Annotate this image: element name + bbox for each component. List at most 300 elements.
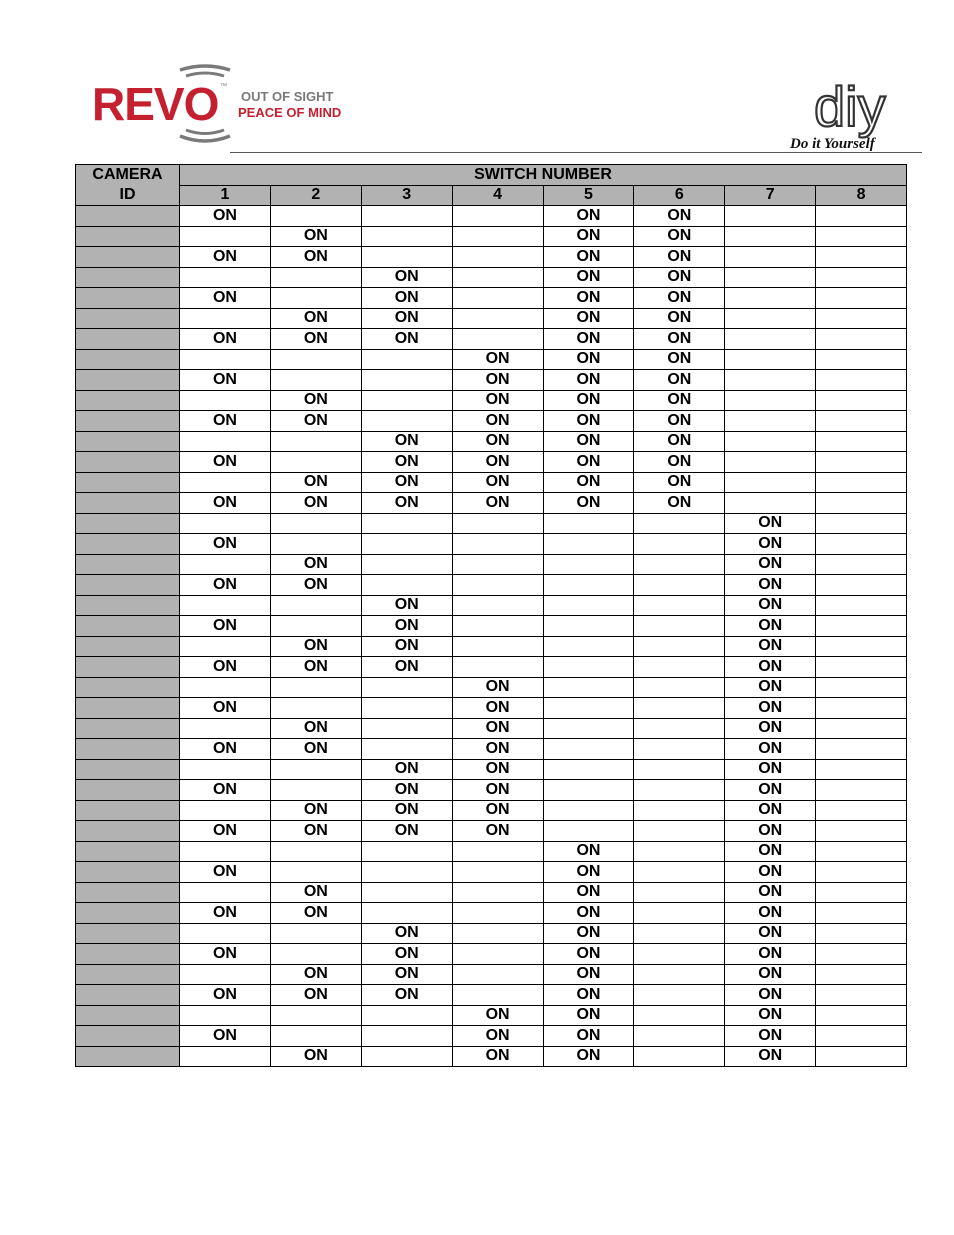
switch-cell: ON (543, 923, 634, 944)
switch-cell (816, 534, 907, 555)
table-row (76, 739, 907, 760)
switch-cell: ON (361, 964, 452, 985)
switch-cell (270, 923, 361, 944)
switch-cell: ON (634, 288, 725, 309)
table-row (76, 431, 907, 452)
camera-id-cell (76, 985, 180, 1006)
switch-cell: ON (634, 226, 725, 247)
camera-id-cell (76, 575, 180, 596)
switch-cell (816, 616, 907, 637)
switch-cell: ON (270, 739, 361, 760)
switch-cell (816, 329, 907, 350)
table-row (76, 472, 907, 493)
switch-cell: ON (452, 493, 543, 514)
switch-cell: ON (452, 349, 543, 370)
switch-cell (270, 780, 361, 801)
switch-cell (270, 288, 361, 309)
camera-id-cell (76, 841, 180, 862)
switch-cell (270, 513, 361, 534)
switch-cell: ON (361, 985, 452, 1006)
switch-cell: ON (180, 411, 271, 432)
camera-id-cell (76, 452, 180, 473)
switch-cell (270, 431, 361, 452)
switch-cell (452, 985, 543, 1006)
switch-cell: ON (270, 308, 361, 329)
switch-cell: ON (725, 903, 816, 924)
switch-cell: ON (634, 472, 725, 493)
table-row (76, 370, 907, 391)
switch-cell: ON (452, 1046, 543, 1067)
switch-cell: ON (725, 636, 816, 657)
switch-cell: ON (543, 329, 634, 350)
switch-cell (180, 390, 271, 411)
switch-cell (634, 595, 725, 616)
camera-id-cell (76, 821, 180, 842)
switch-cell (543, 575, 634, 596)
switch-cell (452, 862, 543, 883)
switch-cell: ON (180, 985, 271, 1006)
switch-cell (634, 657, 725, 678)
camera-id-cell (76, 206, 180, 227)
switch-cell (816, 862, 907, 883)
camera-id-cell (76, 739, 180, 760)
switch-cell (180, 1046, 271, 1067)
switch-cell: ON (180, 206, 271, 227)
switch-cell: ON (634, 329, 725, 350)
switch-cell (180, 800, 271, 821)
switch-cell (361, 677, 452, 698)
switch-cell: ON (634, 390, 725, 411)
camera-id-cell (76, 370, 180, 391)
camera-id-cell (76, 657, 180, 678)
switch-cell (452, 513, 543, 534)
switch-cell: ON (361, 923, 452, 944)
switch-number-3: 3 (361, 185, 452, 206)
switch-cell (816, 882, 907, 903)
switch-cell (270, 1026, 361, 1047)
switch-cell: ON (180, 288, 271, 309)
switch-cell (816, 206, 907, 227)
camera-id-cell (76, 780, 180, 801)
switch-cell: ON (725, 944, 816, 965)
switch-cell (361, 1026, 452, 1047)
swoosh-top-icon (180, 66, 230, 70)
switch-cell: ON (452, 739, 543, 760)
switch-cell: ON (361, 267, 452, 288)
camera-id-cell (76, 267, 180, 288)
camera-id-cell (76, 247, 180, 268)
switch-cell (543, 780, 634, 801)
table-row (76, 657, 907, 678)
switch-cell (634, 903, 725, 924)
switch-cell: ON (543, 841, 634, 862)
switch-cell (816, 493, 907, 514)
switch-cell: ON (634, 452, 725, 473)
switch-cell (270, 595, 361, 616)
switch-cell (361, 349, 452, 370)
switch-cell: ON (452, 472, 543, 493)
switch-cell (452, 657, 543, 678)
switch-cell: ON (725, 534, 816, 555)
switch-cell (452, 841, 543, 862)
camera-id-cell (76, 718, 180, 739)
switch-cell: ON (543, 206, 634, 227)
camera-id-cell (76, 493, 180, 514)
switch-cell: ON (543, 882, 634, 903)
switch-cell: ON (361, 759, 452, 780)
camera-id-cell (76, 513, 180, 534)
switch-cell (270, 698, 361, 719)
switch-cell: ON (543, 493, 634, 514)
table-row (76, 595, 907, 616)
table-row (76, 411, 907, 432)
switch-cell (634, 698, 725, 719)
switch-cell (452, 595, 543, 616)
camera-id-cell (76, 698, 180, 719)
switch-cell: ON (270, 390, 361, 411)
switch-cell: ON (361, 452, 452, 473)
switch-cell (634, 862, 725, 883)
switch-cell: ON (270, 411, 361, 432)
switch-cell (361, 554, 452, 575)
switch-cell (816, 698, 907, 719)
switch-cell (180, 431, 271, 452)
switch-number-5: 5 (543, 185, 634, 206)
switch-cell (634, 821, 725, 842)
switch-cell: ON (543, 985, 634, 1006)
switch-cell: ON (270, 493, 361, 514)
camera-id-cell (76, 472, 180, 493)
switch-cell (361, 370, 452, 391)
switch-cell: ON (270, 636, 361, 657)
switch-cell (725, 370, 816, 391)
table-row (76, 636, 907, 657)
switch-cell (725, 288, 816, 309)
switch-cell (634, 739, 725, 760)
switch-cell: ON (180, 862, 271, 883)
switch-cell: ON (361, 308, 452, 329)
table-row (76, 1005, 907, 1026)
table-row (76, 1046, 907, 1067)
switch-cell: ON (452, 1005, 543, 1026)
table-row (76, 964, 907, 985)
switch-cell: ON (543, 349, 634, 370)
switch-cell (361, 718, 452, 739)
switch-cell: ON (270, 800, 361, 821)
switch-cell: ON (543, 944, 634, 965)
switch-cell (180, 636, 271, 657)
switch-cell (180, 554, 271, 575)
switch-cell (452, 964, 543, 985)
switch-cell (361, 1046, 452, 1067)
switch-cell: ON (452, 677, 543, 698)
switch-cell: ON (361, 616, 452, 637)
table-row (76, 903, 907, 924)
switch-cell: ON (543, 452, 634, 473)
switch-cell: ON (270, 657, 361, 678)
camera-id-cell (76, 903, 180, 924)
table-row (76, 288, 907, 309)
switch-cell (270, 944, 361, 965)
switch-cell (270, 759, 361, 780)
switch-cell: ON (634, 247, 725, 268)
switch-cell (361, 513, 452, 534)
switch-cell: ON (725, 657, 816, 678)
switch-cell: ON (270, 554, 361, 575)
switch-cell (543, 718, 634, 739)
switch-cell: ON (634, 370, 725, 391)
switch-cell: ON (725, 985, 816, 1006)
camera-id-cell (76, 616, 180, 637)
switch-cell: ON (180, 821, 271, 842)
switch-cell: ON (725, 595, 816, 616)
switch-cell (816, 308, 907, 329)
switch-cell (816, 472, 907, 493)
switch-cell: ON (725, 616, 816, 637)
switch-cell (180, 1005, 271, 1026)
switch-cell: ON (361, 288, 452, 309)
camera-id-cell (76, 390, 180, 411)
switch-cell (270, 534, 361, 555)
switch-cell: ON (634, 493, 725, 514)
switch-cell: ON (725, 513, 816, 534)
switch-cell (180, 923, 271, 944)
switch-cell: ON (543, 862, 634, 883)
table-row (76, 226, 907, 247)
svg-text:™: ™ (220, 83, 227, 90)
camera-id-cell (76, 964, 180, 985)
switch-cell (816, 349, 907, 370)
switch-cell: ON (180, 657, 271, 678)
switch-number-1: 1 (180, 185, 271, 206)
switch-cell (816, 636, 907, 657)
switch-cell: ON (725, 780, 816, 801)
switch-cell (180, 308, 271, 329)
switch-cell (634, 534, 725, 555)
switch-cell: ON (452, 800, 543, 821)
switch-cell (361, 862, 452, 883)
switch-cell: ON (180, 616, 271, 637)
switch-cell (452, 226, 543, 247)
switch-cell (816, 452, 907, 473)
switch-cell (725, 431, 816, 452)
switch-cell (816, 554, 907, 575)
switch-cell: ON (452, 718, 543, 739)
camera-id-cell (76, 288, 180, 309)
switch-cell (634, 718, 725, 739)
switch-cell: ON (180, 493, 271, 514)
table-row (76, 349, 907, 370)
switch-cell (816, 247, 907, 268)
switch-cell (270, 677, 361, 698)
switch-cell (180, 595, 271, 616)
switch-cell: ON (270, 903, 361, 924)
switch-cell: ON (270, 329, 361, 350)
switch-cell (361, 575, 452, 596)
table-row (76, 1026, 907, 1047)
switch-cell: ON (270, 821, 361, 842)
switch-cell (816, 657, 907, 678)
switch-cell (634, 616, 725, 637)
switch-cell (634, 923, 725, 944)
switch-cell: ON (725, 1046, 816, 1067)
tagline-line1: OUT OF SIGHT (241, 89, 334, 104)
diy-wordmark: diy (814, 76, 886, 138)
switch-cell: ON (270, 882, 361, 903)
switch-cell (816, 718, 907, 739)
tagline-line2: PEACE OF MIND (238, 105, 342, 120)
switch-cell: ON (725, 862, 816, 883)
switch-cell (452, 636, 543, 657)
switch-cell (361, 247, 452, 268)
switch-cell: ON (270, 964, 361, 985)
switch-cell (634, 636, 725, 657)
switch-cell (452, 329, 543, 350)
camera-id-cell (76, 329, 180, 350)
switch-cell (270, 862, 361, 883)
switch-cell (361, 206, 452, 227)
switch-cell (816, 431, 907, 452)
table-row (76, 452, 907, 473)
switch-cell: ON (270, 1046, 361, 1067)
switch-cell: ON (725, 677, 816, 698)
switch-cell: ON (180, 329, 271, 350)
switch-cell: ON (725, 575, 816, 596)
swoosh-bottom-icon (180, 136, 230, 141)
switch-cell: ON (634, 431, 725, 452)
switch-cell: ON (634, 206, 725, 227)
switch-cell (725, 411, 816, 432)
camera-id-cell (76, 800, 180, 821)
switch-cell: ON (180, 1026, 271, 1047)
switch-cell: ON (452, 759, 543, 780)
table-row (76, 882, 907, 903)
switch-cell: ON (270, 985, 361, 1006)
camera-id-cell (76, 595, 180, 616)
switch-cell (634, 759, 725, 780)
switch-cell: ON (725, 821, 816, 842)
camera-id-cell (76, 534, 180, 555)
switch-cell (543, 595, 634, 616)
switch-cell: ON (725, 800, 816, 821)
switch-cell (816, 513, 907, 534)
switch-number-4: 4 (452, 185, 543, 206)
revo-logo (92, 62, 352, 148)
switch-cell (816, 1005, 907, 1026)
switch-cell: ON (452, 390, 543, 411)
switch-cell (816, 944, 907, 965)
camera-id-cell (76, 308, 180, 329)
switch-cell (634, 944, 725, 965)
table-row (76, 206, 907, 227)
switch-cell: ON (180, 698, 271, 719)
camera-id-header: CAMERA ID (76, 165, 180, 206)
switch-cell (816, 370, 907, 391)
switch-cell (816, 800, 907, 821)
switch-cell (452, 288, 543, 309)
switch-cell: ON (180, 452, 271, 473)
switch-cell (452, 944, 543, 965)
diy-tagline: Do it Yourself (790, 136, 875, 152)
switch-cell (725, 452, 816, 473)
switch-number-7: 7 (725, 185, 816, 206)
camera-id-cell (76, 636, 180, 657)
switch-cell (452, 882, 543, 903)
switch-cell: ON (543, 247, 634, 268)
switch-cell (543, 821, 634, 842)
switch-cell (270, 452, 361, 473)
switch-cell (452, 206, 543, 227)
switch-cell (816, 903, 907, 924)
switch-cell (543, 513, 634, 534)
switch-cell (634, 554, 725, 575)
switch-cell: ON (361, 636, 452, 657)
switch-cell: ON (180, 780, 271, 801)
table-row (76, 985, 907, 1006)
switch-cell (543, 800, 634, 821)
switch-number-8: 8 (816, 185, 907, 206)
table-row (76, 841, 907, 862)
switch-cell: ON (725, 841, 816, 862)
switch-cell (543, 636, 634, 657)
switch-cell: ON (543, 1046, 634, 1067)
camera-id-cell (76, 1046, 180, 1067)
switch-cell (270, 1005, 361, 1026)
switch-cell (816, 841, 907, 862)
switch-cell: ON (180, 944, 271, 965)
switch-cell (816, 923, 907, 944)
switch-cell (361, 390, 452, 411)
switch-cell (361, 411, 452, 432)
switch-cell (634, 513, 725, 534)
switch-cell (816, 821, 907, 842)
switch-cell (725, 390, 816, 411)
switch-cell (361, 1005, 452, 1026)
camera-id-cell (76, 882, 180, 903)
header-divider (230, 152, 922, 153)
switch-cell: ON (270, 247, 361, 268)
switch-cell (270, 370, 361, 391)
switch-cell (452, 903, 543, 924)
switch-cell (543, 616, 634, 637)
switch-cell (452, 575, 543, 596)
switch-cell (543, 677, 634, 698)
switch-cell: ON (361, 657, 452, 678)
switch-cell: ON (725, 698, 816, 719)
switch-cell: ON (452, 431, 543, 452)
switch-cell: ON (725, 554, 816, 575)
switch-cell: ON (180, 903, 271, 924)
camera-id-cell (76, 226, 180, 247)
switch-cell: ON (725, 739, 816, 760)
switch-cell (543, 657, 634, 678)
camera-id-cell (76, 411, 180, 432)
table-row (76, 390, 907, 411)
switch-cell (361, 882, 452, 903)
switch-cell (270, 616, 361, 637)
switch-cell: ON (180, 370, 271, 391)
switch-cell: ON (361, 780, 452, 801)
switch-cell (180, 267, 271, 288)
switch-cell: ON (270, 472, 361, 493)
camera-id-cell (76, 554, 180, 575)
switch-cell: ON (452, 452, 543, 473)
switch-cell (634, 841, 725, 862)
switch-cell (634, 985, 725, 1006)
switch-cell (725, 472, 816, 493)
table-row (76, 513, 907, 534)
switch-cell (816, 677, 907, 698)
